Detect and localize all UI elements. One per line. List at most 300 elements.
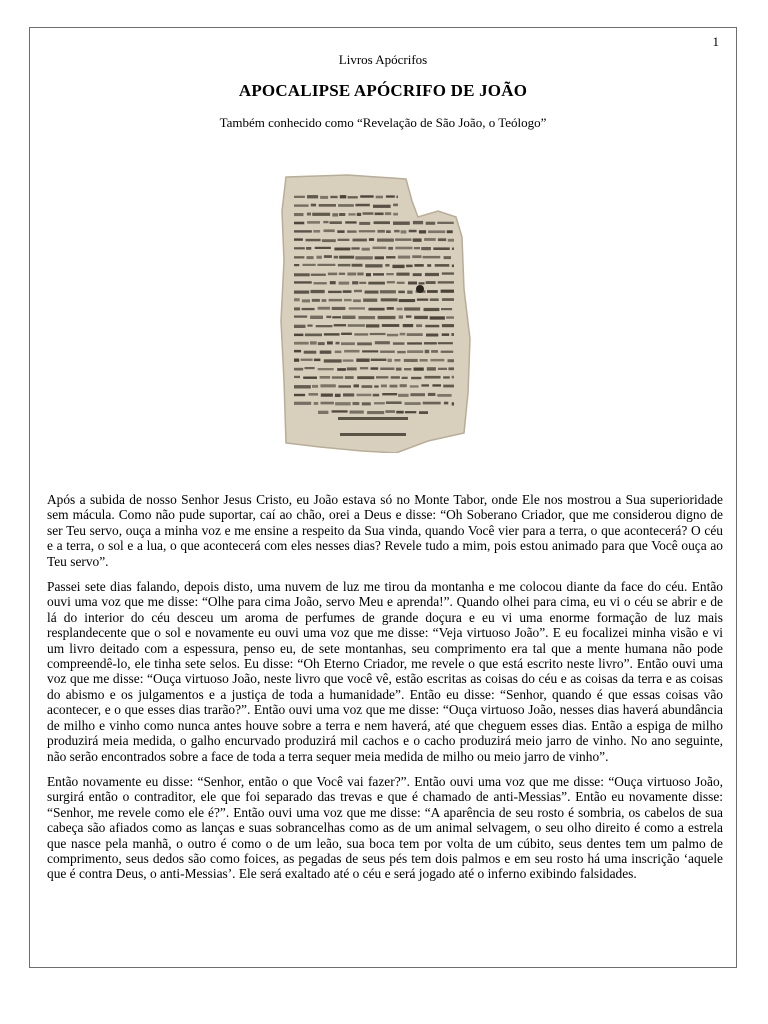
script-stroke bbox=[419, 282, 425, 284]
script-stroke bbox=[302, 308, 315, 310]
script-stroke bbox=[395, 247, 412, 250]
script-stroke bbox=[397, 282, 405, 284]
script-stroke bbox=[376, 196, 383, 199]
script-stroke bbox=[307, 221, 320, 224]
script-stroke bbox=[294, 350, 301, 353]
script-stroke bbox=[442, 324, 454, 327]
script-stroke bbox=[408, 282, 417, 285]
script-stroke bbox=[294, 359, 299, 362]
script-stroke bbox=[393, 222, 410, 225]
script-stroke bbox=[393, 204, 398, 207]
script-stroke bbox=[341, 342, 355, 345]
script-stroke bbox=[311, 204, 316, 207]
script-stroke bbox=[339, 282, 350, 285]
script-stroke bbox=[393, 342, 405, 345]
script-stroke bbox=[307, 256, 314, 259]
script-stroke bbox=[406, 265, 413, 268]
script-stroke bbox=[411, 377, 421, 379]
script-stroke bbox=[294, 334, 303, 337]
script-stroke bbox=[353, 239, 367, 242]
script-stroke bbox=[303, 377, 317, 379]
script-stroke bbox=[381, 298, 398, 301]
script-stroke bbox=[311, 274, 326, 276]
script-stroke bbox=[294, 247, 305, 249]
script-stroke bbox=[307, 195, 318, 198]
script-stroke bbox=[390, 385, 398, 388]
script-stroke bbox=[417, 299, 428, 301]
script-stroke bbox=[371, 359, 387, 361]
script-stroke bbox=[428, 393, 436, 396]
script-stroke bbox=[368, 308, 384, 311]
script-stroke bbox=[398, 291, 405, 294]
script-stroke bbox=[335, 402, 351, 405]
script-stroke bbox=[294, 264, 299, 266]
document-page bbox=[29, 27, 737, 968]
script-stroke bbox=[407, 291, 412, 294]
script-stroke bbox=[359, 222, 370, 225]
script-stroke bbox=[338, 385, 351, 387]
ink-blot bbox=[416, 285, 424, 293]
script-stroke bbox=[398, 394, 409, 397]
script-stroke bbox=[443, 376, 450, 378]
script-stroke bbox=[317, 264, 335, 266]
script-stroke bbox=[315, 247, 331, 249]
script-stroke bbox=[318, 307, 330, 310]
script-stroke bbox=[354, 290, 362, 292]
script-stroke bbox=[357, 342, 372, 345]
script-stroke bbox=[375, 213, 384, 216]
script-stroke bbox=[337, 368, 346, 371]
script-stroke bbox=[425, 325, 439, 328]
script-stroke bbox=[330, 196, 337, 198]
script-stroke bbox=[395, 238, 411, 241]
script-stroke bbox=[294, 213, 304, 216]
script-stroke bbox=[406, 315, 412, 317]
script-stroke bbox=[328, 291, 342, 293]
script-stroke bbox=[375, 256, 384, 259]
script-stroke bbox=[294, 385, 311, 388]
script-stroke bbox=[420, 359, 428, 362]
script-stroke bbox=[394, 230, 400, 233]
script-stroke bbox=[431, 350, 438, 353]
script-stroke bbox=[321, 394, 333, 397]
script-stroke bbox=[294, 342, 309, 345]
script-stroke bbox=[373, 273, 384, 275]
script-stroke bbox=[424, 308, 440, 311]
script-stroke bbox=[294, 402, 311, 405]
script-stroke bbox=[386, 401, 402, 404]
script-stroke bbox=[394, 359, 400, 362]
script-stroke bbox=[314, 282, 327, 284]
script-stroke bbox=[386, 256, 395, 258]
script-stroke bbox=[334, 256, 338, 259]
script-stroke bbox=[339, 213, 345, 216]
script-stroke bbox=[306, 247, 311, 250]
script-stroke bbox=[402, 377, 408, 379]
script-stroke bbox=[332, 376, 343, 378]
script-stroke bbox=[428, 230, 445, 233]
script-stroke bbox=[387, 334, 398, 337]
script-stroke bbox=[386, 230, 391, 233]
script-stroke bbox=[294, 204, 309, 206]
script-stroke bbox=[421, 247, 431, 250]
script-stroke bbox=[370, 333, 386, 335]
script-stroke bbox=[446, 316, 454, 319]
script-stroke bbox=[357, 376, 374, 379]
script-stroke bbox=[351, 247, 359, 249]
script-stroke bbox=[306, 239, 321, 242]
script-stroke bbox=[409, 230, 417, 233]
script-stroke bbox=[349, 307, 365, 309]
script-stroke bbox=[360, 195, 373, 197]
script-stroke bbox=[452, 376, 454, 379]
script-stroke bbox=[354, 384, 360, 387]
script-stroke bbox=[320, 376, 331, 379]
script-stroke bbox=[433, 247, 450, 250]
script-stroke bbox=[412, 255, 421, 258]
script-stroke bbox=[438, 238, 446, 241]
script-stroke bbox=[399, 315, 403, 318]
script-stroke bbox=[396, 368, 402, 371]
script-stroke bbox=[359, 282, 366, 284]
paragraph-3: Então novamente eu disse: “Senhor, então o que Você vai fazer?”. Então ouvi uma voz que me disse: “Ouça virtuoso João, surgirá então o contraditor, ele que foi separado das trevas e que é chamado de anti-Messias”. Então eu novamente disse: “Senhor, me revele como ele é?”. Então ouvi uma voz que me disse: “A aparência de seu rosto é sombria, os cabelos de sua cabeça são afiados como as lanças e suas sobrancelhas como as de um animal selvagem, o seu olho direito é como a estrela que nasce pela manhã, o outro é como o de um leão, sua boca tem por volta de um cúbito, seus dentes tem um palmo de comprimento, seus dedos são como foices, as pegadas de seus pés tem dois palmos e em seu rosto há uma inscrição ‘aquele que é contra Deus, o anti-Messias’. Ele será exaltado até o céu e será jogado até o inferno exibindo falsidades. bbox=[47, 773, 723, 882]
script-stroke bbox=[427, 264, 431, 267]
script-stroke bbox=[317, 256, 322, 259]
script-stroke bbox=[312, 213, 330, 216]
script-stroke bbox=[332, 213, 338, 216]
script-stroke bbox=[362, 248, 370, 251]
script-stroke bbox=[294, 368, 303, 371]
script-stroke bbox=[443, 385, 454, 388]
script-stroke bbox=[294, 291, 309, 294]
script-stroke bbox=[329, 299, 343, 302]
script-stroke bbox=[421, 384, 429, 386]
script-stroke bbox=[352, 281, 358, 284]
script-stroke bbox=[355, 256, 373, 259]
script-stroke bbox=[385, 410, 395, 413]
script-stroke bbox=[451, 333, 454, 336]
script-stroke bbox=[397, 351, 406, 353]
script-stroke bbox=[366, 324, 380, 327]
script-stroke bbox=[377, 230, 385, 233]
script-stroke bbox=[318, 411, 328, 414]
script-stroke bbox=[374, 402, 385, 404]
script-stroke bbox=[407, 342, 422, 344]
script-stroke bbox=[334, 324, 346, 326]
script-stroke bbox=[382, 393, 397, 395]
script-stroke bbox=[294, 273, 310, 276]
script-stroke bbox=[380, 290, 396, 293]
script-stroke bbox=[362, 402, 371, 405]
script-stroke bbox=[324, 255, 332, 258]
script-stroke bbox=[328, 273, 337, 276]
script-stroke bbox=[435, 264, 450, 267]
script-stroke bbox=[407, 333, 423, 336]
script-stroke bbox=[342, 316, 355, 319]
script-stroke bbox=[366, 273, 371, 276]
script-stroke bbox=[294, 238, 303, 240]
script-stroke bbox=[380, 351, 395, 353]
script-stroke bbox=[363, 299, 377, 302]
script-stroke bbox=[357, 273, 363, 276]
script-stroke bbox=[335, 351, 342, 354]
script-stroke bbox=[312, 385, 318, 388]
script-stroke bbox=[438, 368, 447, 370]
script-stroke bbox=[423, 402, 441, 405]
script-stroke bbox=[330, 281, 336, 284]
script-stroke bbox=[419, 230, 426, 233]
script-stroke bbox=[319, 204, 336, 207]
script-stroke bbox=[374, 385, 378, 387]
script-stroke bbox=[356, 359, 369, 362]
script-stroke bbox=[338, 204, 354, 207]
script-stroke bbox=[336, 342, 340, 345]
script-stroke bbox=[320, 196, 328, 199]
script-stroke bbox=[368, 282, 385, 285]
script-stroke bbox=[375, 341, 390, 344]
script-stroke bbox=[318, 368, 334, 370]
script-stroke bbox=[444, 402, 448, 405]
script-stroke bbox=[386, 195, 395, 197]
script-stroke bbox=[358, 316, 375, 319]
script-stroke bbox=[344, 350, 359, 353]
script-stroke bbox=[339, 256, 354, 259]
script-stroke bbox=[307, 325, 312, 327]
script-stroke bbox=[347, 230, 357, 232]
script-stroke bbox=[400, 333, 406, 336]
script-stroke bbox=[365, 264, 382, 267]
script-stroke bbox=[387, 281, 395, 283]
script-stroke bbox=[369, 238, 374, 241]
script-stroke bbox=[310, 341, 317, 344]
script-stroke bbox=[362, 385, 373, 388]
script-stroke bbox=[367, 411, 384, 414]
script-stroke bbox=[343, 290, 352, 293]
script-stroke bbox=[452, 248, 454, 251]
script-stroke bbox=[427, 367, 436, 370]
script-stroke bbox=[414, 247, 420, 249]
script-stroke bbox=[348, 213, 355, 215]
script-stroke bbox=[294, 298, 300, 301]
script-stroke bbox=[305, 367, 315, 369]
script-stroke bbox=[316, 325, 333, 327]
script-stroke bbox=[294, 281, 312, 283]
script-stroke bbox=[414, 264, 423, 267]
script-stroke bbox=[442, 272, 454, 274]
script-stroke bbox=[397, 308, 403, 311]
script-stroke bbox=[410, 385, 419, 387]
script-stroke bbox=[320, 351, 332, 354]
script-stroke bbox=[426, 334, 438, 337]
script-stroke bbox=[301, 359, 313, 361]
script-stroke bbox=[404, 359, 418, 362]
script-stroke bbox=[343, 393, 354, 396]
script-stroke bbox=[335, 394, 341, 397]
script-stroke bbox=[432, 384, 441, 386]
script-stroke bbox=[381, 385, 387, 388]
script-stroke bbox=[448, 367, 454, 370]
script-stroke bbox=[347, 367, 357, 370]
script-stroke bbox=[405, 411, 416, 413]
script-stroke bbox=[403, 324, 414, 327]
script-stroke bbox=[302, 299, 310, 302]
running-header: Livros Apócrifos bbox=[338, 52, 428, 67]
script-stroke bbox=[327, 341, 333, 344]
script-stroke bbox=[343, 359, 354, 361]
script-stroke bbox=[318, 342, 325, 345]
script-stroke bbox=[427, 290, 438, 293]
script-stroke bbox=[452, 402, 454, 405]
script-stroke bbox=[405, 402, 421, 405]
script-stroke bbox=[404, 368, 411, 370]
script-stroke bbox=[425, 273, 439, 276]
script-stroke bbox=[416, 324, 422, 327]
script-stroke bbox=[359, 230, 376, 232]
script-stroke bbox=[294, 376, 300, 378]
script-stroke bbox=[337, 230, 344, 233]
script-stroke bbox=[357, 394, 372, 397]
script-stroke bbox=[413, 221, 423, 224]
script-stroke bbox=[437, 394, 451, 397]
script-stroke bbox=[452, 265, 454, 268]
script-stroke bbox=[441, 351, 454, 353]
script-stroke bbox=[311, 290, 325, 293]
script-stroke bbox=[382, 324, 400, 327]
script-stroke bbox=[324, 229, 335, 232]
script-stroke bbox=[377, 239, 394, 242]
script-stroke bbox=[338, 264, 351, 267]
script-stroke bbox=[376, 376, 388, 378]
body-text bbox=[47, 492, 723, 892]
script-stroke bbox=[322, 299, 327, 302]
script-stroke bbox=[438, 342, 453, 344]
script-stroke bbox=[314, 402, 319, 405]
script-stroke bbox=[401, 230, 407, 233]
script-stroke bbox=[330, 221, 342, 224]
script-stroke bbox=[374, 221, 390, 224]
script-stroke bbox=[396, 273, 409, 276]
paragraph-1: Após a subida de nosso Senhor Jesus Cristo, eu João estava só no Monte Tabor, onde Ele nos mostrou a Sua superioridade sem mácula. Como não pude suportar, caí ao chão, orei a Deus e disse: “Oh Soberano Criador, que me considerou digno de ser Teu servo, ouça a minha voz e me ensine a respeito da Sua vinda, quando Você vier para a terra, o que acontecerá? O céu e a terra, o sol e a lua, o que acontecerá com eles nesses dias? Revele tudo a mim, pois estou animado para que Você ouça ao Teu servo”. bbox=[47, 492, 723, 569]
script-stroke bbox=[326, 316, 331, 318]
script-stroke bbox=[442, 298, 454, 301]
script-stroke bbox=[332, 316, 341, 318]
script-stroke bbox=[414, 316, 428, 319]
script-stroke bbox=[362, 350, 378, 352]
script-stroke bbox=[309, 393, 319, 396]
script-stroke bbox=[294, 222, 304, 225]
script-stroke bbox=[338, 239, 350, 241]
script-stroke bbox=[324, 359, 342, 362]
script-stroke bbox=[365, 291, 379, 294]
script-stroke bbox=[444, 256, 451, 259]
script-stroke bbox=[307, 213, 311, 216]
script-stroke bbox=[413, 273, 422, 276]
script-stroke bbox=[341, 333, 352, 335]
script-stroke bbox=[430, 359, 444, 362]
paragraph-2: Passei sete dias falando, depois disto, uma nuvem de luz me tirou da montanha e me colocou diante da face do céu. Então ouvi uma voz que me disse: “Olhe para cima João, servo Meu e aprenda!”. Quando olhei para cima, eu vi o céu se abrir e de lá do interior do céu desceu um aroma de perfumes de grande doçura e eu vi uma enorme formação de luz mais resplandecente que o sol e novamente eu ouvi uma voz que me disse: “Veja virtuoso João”. E eu focalizei minha visão e vi um livro deitado com a espessura, penso eu, de sete montanhas, seu comprimento era tal que a mente humana não pode compreendê-lo, ele tinha sete selos. Eu disse: “Oh Eterno Criador, me revele o que está escrito neste livro”. Então ouvi uma voz que me disse: “Ouça virtuoso João, neste livro que você vê, estão escritas as coisas do céu e as coisas da terra e as coisas do abismo e os julgamentos e a justiça de toda a humanidade”. Então eu disse: “Senhor, quando é que essas coisas vão acontecer, e o que esses dias trarão?”. Então ouvi uma voz que me disse: “Ouça virtuoso João, nesses dias haverá abundância de milho e vinho como nunca antes houve sobre a terra e nem haverá, até que cheguem esses dias. Então a espiga de milho produzirá meia medida, o galho encurvado produzirá mil cachos e o cacho produzirá meio jarro de vinho. No ano seguinte, não serão encontrados sobre a face de toda a terra sequer meia medida de milho ou meio jarro de vinho”. bbox=[47, 579, 723, 764]
script-stroke bbox=[414, 368, 424, 371]
script-stroke bbox=[447, 230, 453, 233]
document-subtitle: Também conhecido como “Revelação de São João, o Teólogo” bbox=[219, 115, 547, 130]
script-stroke bbox=[371, 367, 379, 370]
script-stroke bbox=[410, 393, 425, 396]
script-stroke bbox=[345, 221, 356, 223]
script-stroke bbox=[385, 212, 391, 215]
script-stroke bbox=[314, 359, 321, 362]
script-stroke bbox=[339, 273, 345, 275]
script-stroke bbox=[380, 368, 394, 371]
script-stroke bbox=[407, 350, 423, 353]
script-stroke bbox=[332, 307, 346, 310]
script-stroke bbox=[332, 410, 348, 412]
script-stroke bbox=[399, 299, 415, 302]
manuscript-fragment-image bbox=[278, 171, 492, 453]
script-stroke bbox=[442, 333, 450, 336]
script-stroke bbox=[419, 411, 428, 414]
script-stroke bbox=[294, 256, 304, 258]
script-stroke bbox=[441, 290, 454, 293]
script-stroke bbox=[294, 325, 306, 328]
script-stroke bbox=[303, 264, 316, 266]
script-stroke bbox=[344, 299, 352, 301]
script-stroke bbox=[437, 222, 453, 224]
script-stroke bbox=[396, 411, 403, 414]
script-stroke bbox=[400, 384, 407, 387]
script-stroke bbox=[340, 195, 347, 198]
script-stroke bbox=[304, 351, 317, 354]
script-stroke bbox=[426, 222, 436, 225]
script-stroke bbox=[352, 264, 363, 267]
script-stroke bbox=[294, 230, 312, 232]
script-stroke bbox=[322, 239, 336, 242]
script-stroke bbox=[357, 213, 361, 216]
script-stroke bbox=[424, 238, 436, 241]
script-stroke bbox=[313, 230, 320, 233]
script-stroke bbox=[424, 376, 440, 379]
script-stroke bbox=[324, 333, 340, 335]
script-stroke bbox=[294, 394, 305, 396]
script-stroke bbox=[347, 273, 356, 276]
script-stroke bbox=[348, 324, 365, 327]
script-stroke bbox=[430, 298, 439, 301]
script-stroke bbox=[448, 239, 454, 242]
script-stroke bbox=[373, 205, 391, 208]
script-stroke bbox=[430, 316, 445, 319]
script-stroke bbox=[388, 359, 392, 362]
script-stroke bbox=[373, 394, 380, 397]
script-stroke bbox=[310, 316, 323, 319]
script-stroke bbox=[323, 221, 328, 223]
script-stroke bbox=[396, 196, 398, 199]
script-stroke bbox=[340, 433, 406, 436]
script-stroke bbox=[321, 402, 334, 405]
script-stroke bbox=[387, 307, 394, 310]
script-stroke bbox=[392, 265, 404, 268]
script-stroke bbox=[353, 402, 360, 405]
script-stroke bbox=[385, 264, 389, 267]
document-title: APOCALIPSE APÓCRIFO DE JOÃO bbox=[238, 81, 528, 100]
script-stroke bbox=[320, 384, 335, 387]
script-stroke bbox=[378, 316, 396, 319]
script-stroke bbox=[348, 196, 358, 198]
script-stroke bbox=[334, 248, 350, 251]
script-stroke bbox=[393, 213, 398, 216]
script-stroke bbox=[438, 281, 454, 283]
script-stroke bbox=[353, 299, 361, 302]
script-stroke bbox=[373, 247, 387, 250]
script-stroke bbox=[360, 367, 368, 369]
script-stroke bbox=[294, 307, 300, 310]
